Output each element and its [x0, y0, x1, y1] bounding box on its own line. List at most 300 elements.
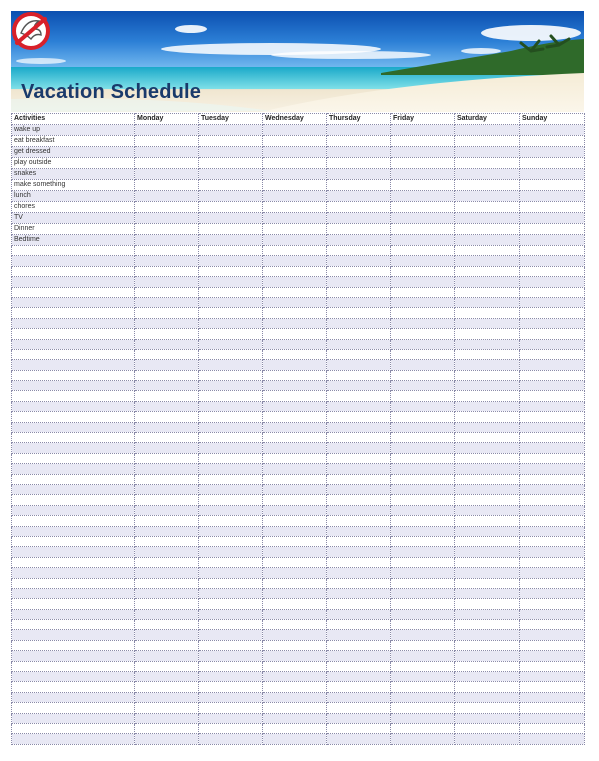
schedule-cell[interactable]: [455, 443, 520, 453]
schedule-cell[interactable]: [391, 505, 455, 515]
schedule-cell[interactable]: [520, 360, 585, 370]
schedule-cell[interactable]: [455, 474, 520, 484]
schedule-cell[interactable]: [135, 381, 199, 391]
schedule-cell[interactable]: [327, 287, 391, 297]
schedule-cell[interactable]: [135, 318, 199, 328]
schedule-cell[interactable]: [199, 349, 263, 359]
schedule-cell[interactable]: [520, 536, 585, 546]
schedule-cell[interactable]: [199, 339, 263, 349]
activity-cell[interactable]: [12, 588, 135, 598]
schedule-cell[interactable]: [520, 630, 585, 640]
activity-cell[interactable]: [12, 713, 135, 723]
activity-cell[interactable]: [12, 599, 135, 609]
schedule-cell[interactable]: [520, 266, 585, 276]
schedule-cell[interactable]: [199, 505, 263, 515]
schedule-cell[interactable]: [135, 433, 199, 443]
schedule-cell[interactable]: [391, 578, 455, 588]
schedule-cell[interactable]: [327, 391, 391, 401]
schedule-cell[interactable]: [199, 125, 263, 136]
schedule-cell[interactable]: [135, 125, 199, 136]
schedule-cell[interactable]: [455, 547, 520, 557]
activity-cell[interactable]: chores: [12, 202, 135, 213]
schedule-cell[interactable]: [199, 329, 263, 339]
schedule-cell[interactable]: [263, 672, 327, 682]
schedule-cell[interactable]: [263, 692, 327, 702]
schedule-cell[interactable]: [199, 277, 263, 287]
schedule-cell[interactable]: [263, 297, 327, 307]
schedule-cell[interactable]: [135, 723, 199, 733]
schedule-cell[interactable]: [135, 640, 199, 650]
schedule-cell[interactable]: [455, 191, 520, 202]
schedule-cell[interactable]: [391, 547, 455, 557]
schedule-cell[interactable]: [391, 147, 455, 158]
schedule-cell[interactable]: [135, 620, 199, 630]
schedule-cell[interactable]: [199, 723, 263, 733]
schedule-cell[interactable]: [135, 422, 199, 432]
schedule-cell[interactable]: [135, 588, 199, 598]
schedule-cell[interactable]: [520, 349, 585, 359]
schedule-cell[interactable]: [199, 703, 263, 713]
schedule-cell[interactable]: [391, 703, 455, 713]
schedule-cell[interactable]: [391, 370, 455, 380]
activity-cell[interactable]: [12, 723, 135, 733]
schedule-cell[interactable]: [263, 287, 327, 297]
schedule-cell[interactable]: [327, 158, 391, 169]
schedule-cell[interactable]: [135, 360, 199, 370]
schedule-cell[interactable]: [455, 516, 520, 526]
schedule-cell[interactable]: [455, 339, 520, 349]
schedule-cell[interactable]: [327, 412, 391, 422]
schedule-cell[interactable]: [391, 256, 455, 266]
schedule-cell[interactable]: [455, 370, 520, 380]
schedule-cell[interactable]: [520, 422, 585, 432]
schedule-cell[interactable]: [263, 443, 327, 453]
schedule-cell[interactable]: [135, 213, 199, 224]
schedule-cell[interactable]: [455, 536, 520, 546]
activity-cell[interactable]: Bedtime: [12, 235, 135, 246]
schedule-cell[interactable]: [520, 672, 585, 682]
schedule-cell[interactable]: [391, 339, 455, 349]
schedule-cell[interactable]: [520, 588, 585, 598]
schedule-cell[interactable]: [455, 158, 520, 169]
schedule-cell[interactable]: [199, 651, 263, 661]
schedule-cell[interactable]: [135, 329, 199, 339]
schedule-cell[interactable]: [327, 349, 391, 359]
schedule-cell[interactable]: [327, 136, 391, 147]
schedule-cell[interactable]: [135, 505, 199, 515]
schedule-cell[interactable]: [263, 484, 327, 494]
schedule-cell[interactable]: [327, 661, 391, 671]
schedule-cell[interactable]: [135, 136, 199, 147]
schedule-cell[interactable]: [199, 516, 263, 526]
schedule-cell[interactable]: [520, 526, 585, 536]
schedule-cell[interactable]: [199, 713, 263, 723]
schedule-cell[interactable]: [520, 723, 585, 733]
schedule-cell[interactable]: [263, 495, 327, 505]
schedule-cell[interactable]: [135, 661, 199, 671]
activity-cell[interactable]: Dinner: [12, 224, 135, 235]
schedule-cell[interactable]: [327, 682, 391, 692]
activity-cell[interactable]: [12, 391, 135, 401]
schedule-cell[interactable]: [327, 339, 391, 349]
schedule-cell[interactable]: [520, 147, 585, 158]
schedule-cell[interactable]: [455, 169, 520, 180]
schedule-cell[interactable]: [263, 277, 327, 287]
schedule-cell[interactable]: [391, 453, 455, 463]
schedule-cell[interactable]: [327, 169, 391, 180]
schedule-cell[interactable]: [391, 318, 455, 328]
schedule-cell[interactable]: [455, 349, 520, 359]
schedule-cell[interactable]: [199, 147, 263, 158]
schedule-cell[interactable]: [263, 147, 327, 158]
schedule-cell[interactable]: [391, 661, 455, 671]
schedule-cell[interactable]: [520, 640, 585, 650]
schedule-cell[interactable]: [455, 381, 520, 391]
activity-cell[interactable]: [12, 672, 135, 682]
schedule-cell[interactable]: [263, 599, 327, 609]
schedule-cell[interactable]: [327, 297, 391, 307]
schedule-cell[interactable]: [455, 360, 520, 370]
schedule-cell[interactable]: [263, 169, 327, 180]
schedule-cell[interactable]: [520, 568, 585, 578]
schedule-cell[interactable]: [135, 453, 199, 463]
schedule-cell[interactable]: [199, 235, 263, 246]
schedule-cell[interactable]: [327, 422, 391, 432]
schedule-cell[interactable]: [263, 180, 327, 191]
schedule-cell[interactable]: [263, 536, 327, 546]
schedule-cell[interactable]: [520, 224, 585, 235]
schedule-cell[interactable]: [263, 339, 327, 349]
activity-cell[interactable]: [12, 536, 135, 546]
schedule-cell[interactable]: [391, 672, 455, 682]
schedule-cell[interactable]: [135, 246, 199, 256]
schedule-cell[interactable]: [327, 599, 391, 609]
schedule-cell[interactable]: [391, 213, 455, 224]
schedule-cell[interactable]: [391, 568, 455, 578]
schedule-cell[interactable]: [520, 495, 585, 505]
schedule-cell[interactable]: [135, 339, 199, 349]
schedule-cell[interactable]: [263, 433, 327, 443]
schedule-cell[interactable]: [135, 651, 199, 661]
schedule-cell[interactable]: [263, 202, 327, 213]
schedule-cell[interactable]: [391, 360, 455, 370]
schedule-cell[interactable]: [199, 630, 263, 640]
schedule-cell[interactable]: [199, 588, 263, 598]
activity-cell[interactable]: [12, 412, 135, 422]
schedule-cell[interactable]: [327, 620, 391, 630]
schedule-cell[interactable]: [199, 202, 263, 213]
activity-cell[interactable]: [12, 318, 135, 328]
schedule-cell[interactable]: [199, 308, 263, 318]
schedule-cell[interactable]: [327, 329, 391, 339]
schedule-cell[interactable]: [327, 672, 391, 682]
schedule-cell[interactable]: [455, 734, 520, 744]
schedule-cell[interactable]: [135, 547, 199, 557]
activity-cell[interactable]: [12, 505, 135, 515]
schedule-cell[interactable]: [520, 158, 585, 169]
schedule-cell[interactable]: [520, 474, 585, 484]
schedule-cell[interactable]: [391, 557, 455, 567]
schedule-cell[interactable]: [199, 599, 263, 609]
schedule-cell[interactable]: [455, 308, 520, 318]
schedule-cell[interactable]: [455, 422, 520, 432]
schedule-cell[interactable]: [327, 308, 391, 318]
schedule-cell[interactable]: [135, 256, 199, 266]
schedule-cell[interactable]: [199, 526, 263, 536]
schedule-cell[interactable]: [391, 630, 455, 640]
schedule-cell[interactable]: [455, 136, 520, 147]
schedule-cell[interactable]: [135, 609, 199, 619]
schedule-cell[interactable]: [520, 453, 585, 463]
schedule-cell[interactable]: [520, 464, 585, 474]
schedule-cell[interactable]: [391, 308, 455, 318]
schedule-cell[interactable]: [199, 256, 263, 266]
schedule-cell[interactable]: [455, 433, 520, 443]
schedule-cell[interactable]: [135, 557, 199, 567]
schedule-cell[interactable]: [520, 235, 585, 246]
schedule-cell[interactable]: [135, 297, 199, 307]
schedule-cell[interactable]: [263, 224, 327, 235]
schedule-cell[interactable]: [455, 640, 520, 650]
schedule-cell[interactable]: [263, 370, 327, 380]
schedule-cell[interactable]: [520, 169, 585, 180]
schedule-cell[interactable]: [135, 474, 199, 484]
schedule-cell[interactable]: [199, 191, 263, 202]
schedule-cell[interactable]: [391, 692, 455, 702]
schedule-cell[interactable]: [520, 401, 585, 411]
schedule-cell[interactable]: [391, 464, 455, 474]
schedule-cell[interactable]: [391, 235, 455, 246]
schedule-cell[interactable]: [135, 266, 199, 276]
schedule-cell[interactable]: [455, 464, 520, 474]
schedule-cell[interactable]: [199, 136, 263, 147]
schedule-cell[interactable]: [391, 329, 455, 339]
schedule-cell[interactable]: [199, 433, 263, 443]
activity-cell[interactable]: [12, 433, 135, 443]
schedule-cell[interactable]: [327, 125, 391, 136]
schedule-cell[interactable]: [391, 246, 455, 256]
schedule-cell[interactable]: [327, 147, 391, 158]
schedule-cell[interactable]: [263, 526, 327, 536]
schedule-cell[interactable]: [455, 484, 520, 494]
activity-cell[interactable]: lunch: [12, 191, 135, 202]
activity-cell[interactable]: play outside: [12, 158, 135, 169]
activity-cell[interactable]: [12, 308, 135, 318]
schedule-cell[interactable]: [520, 599, 585, 609]
schedule-cell[interactable]: [263, 235, 327, 246]
schedule-cell[interactable]: [327, 495, 391, 505]
schedule-cell[interactable]: [135, 516, 199, 526]
schedule-cell[interactable]: [455, 125, 520, 136]
schedule-cell[interactable]: [263, 713, 327, 723]
activity-cell[interactable]: [12, 734, 135, 744]
activity-cell[interactable]: [12, 349, 135, 359]
schedule-cell[interactable]: [263, 246, 327, 256]
schedule-cell[interactable]: [520, 246, 585, 256]
activity-cell[interactable]: get dressed: [12, 147, 135, 158]
schedule-cell[interactable]: [199, 453, 263, 463]
schedule-cell[interactable]: [135, 224, 199, 235]
activity-cell[interactable]: wake up: [12, 125, 135, 136]
schedule-cell[interactable]: [455, 557, 520, 567]
schedule-cell[interactable]: [455, 235, 520, 246]
schedule-cell[interactable]: [135, 191, 199, 202]
schedule-cell[interactable]: [327, 464, 391, 474]
schedule-cell[interactable]: [455, 246, 520, 256]
schedule-cell[interactable]: [327, 547, 391, 557]
schedule-cell[interactable]: [391, 713, 455, 723]
schedule-cell[interactable]: [520, 329, 585, 339]
schedule-cell[interactable]: [520, 287, 585, 297]
schedule-cell[interactable]: [327, 191, 391, 202]
schedule-cell[interactable]: [327, 443, 391, 453]
schedule-cell[interactable]: [327, 381, 391, 391]
schedule-cell[interactable]: [199, 360, 263, 370]
schedule-cell[interactable]: [263, 422, 327, 432]
schedule-cell[interactable]: [327, 713, 391, 723]
schedule-cell[interactable]: [455, 401, 520, 411]
schedule-cell[interactable]: [391, 734, 455, 744]
schedule-cell[interactable]: [520, 557, 585, 567]
schedule-cell[interactable]: [520, 620, 585, 630]
schedule-cell[interactable]: [263, 682, 327, 692]
schedule-cell[interactable]: [520, 391, 585, 401]
activity-cell[interactable]: [12, 256, 135, 266]
schedule-cell[interactable]: [135, 180, 199, 191]
schedule-cell[interactable]: [199, 381, 263, 391]
schedule-cell[interactable]: [263, 661, 327, 671]
schedule-cell[interactable]: [199, 692, 263, 702]
schedule-cell[interactable]: [391, 287, 455, 297]
schedule-cell[interactable]: [263, 308, 327, 318]
schedule-cell[interactable]: [391, 588, 455, 598]
schedule-cell[interactable]: [263, 266, 327, 276]
schedule-cell[interactable]: [135, 578, 199, 588]
schedule-cell[interactable]: [520, 692, 585, 702]
schedule-cell[interactable]: [199, 169, 263, 180]
schedule-cell[interactable]: [263, 547, 327, 557]
schedule-cell[interactable]: [391, 412, 455, 422]
schedule-cell[interactable]: [327, 401, 391, 411]
schedule-cell[interactable]: [199, 609, 263, 619]
schedule-cell[interactable]: [391, 381, 455, 391]
schedule-cell[interactable]: [199, 682, 263, 692]
schedule-cell[interactable]: [135, 568, 199, 578]
schedule-cell[interactable]: [263, 401, 327, 411]
schedule-cell[interactable]: [391, 391, 455, 401]
schedule-cell[interactable]: [135, 536, 199, 546]
schedule-cell[interactable]: [327, 578, 391, 588]
schedule-cell[interactable]: [327, 703, 391, 713]
activity-cell[interactable]: [12, 266, 135, 276]
schedule-cell[interactable]: [455, 651, 520, 661]
schedule-cell[interactable]: [327, 256, 391, 266]
schedule-cell[interactable]: [520, 136, 585, 147]
schedule-cell[interactable]: [199, 443, 263, 453]
schedule-cell[interactable]: [520, 297, 585, 307]
schedule-cell[interactable]: [455, 568, 520, 578]
schedule-cell[interactable]: [520, 609, 585, 619]
schedule-cell[interactable]: [199, 370, 263, 380]
schedule-cell[interactable]: [135, 526, 199, 536]
schedule-cell[interactable]: [520, 381, 585, 391]
activity-cell[interactable]: [12, 578, 135, 588]
activity-cell[interactable]: make something: [12, 180, 135, 191]
schedule-cell[interactable]: [455, 147, 520, 158]
schedule-cell[interactable]: [199, 661, 263, 671]
schedule-cell[interactable]: [135, 484, 199, 494]
schedule-cell[interactable]: [135, 235, 199, 246]
schedule-cell[interactable]: [199, 536, 263, 546]
schedule-cell[interactable]: [391, 443, 455, 453]
schedule-cell[interactable]: [199, 474, 263, 484]
schedule-cell[interactable]: [327, 180, 391, 191]
schedule-cell[interactable]: [199, 224, 263, 235]
schedule-cell[interactable]: [327, 360, 391, 370]
schedule-cell[interactable]: [520, 703, 585, 713]
schedule-cell[interactable]: [327, 318, 391, 328]
schedule-cell[interactable]: [455, 391, 520, 401]
schedule-cell[interactable]: [199, 246, 263, 256]
schedule-cell[interactable]: [327, 630, 391, 640]
activity-cell[interactable]: [12, 495, 135, 505]
activity-cell[interactable]: [12, 422, 135, 432]
schedule-cell[interactable]: [391, 266, 455, 276]
schedule-cell[interactable]: [455, 599, 520, 609]
schedule-cell[interactable]: [391, 349, 455, 359]
schedule-cell[interactable]: [391, 422, 455, 432]
activity-cell[interactable]: [12, 547, 135, 557]
schedule-cell[interactable]: [520, 370, 585, 380]
schedule-cell[interactable]: [327, 505, 391, 515]
schedule-cell[interactable]: [391, 723, 455, 733]
activity-cell[interactable]: [12, 297, 135, 307]
schedule-cell[interactable]: [199, 495, 263, 505]
schedule-cell[interactable]: [455, 630, 520, 640]
schedule-cell[interactable]: [263, 505, 327, 515]
schedule-cell[interactable]: [455, 661, 520, 671]
schedule-cell[interactable]: [520, 191, 585, 202]
schedule-cell[interactable]: [520, 256, 585, 266]
schedule-cell[interactable]: [391, 516, 455, 526]
schedule-cell[interactable]: [327, 609, 391, 619]
schedule-cell[interactable]: [520, 443, 585, 453]
schedule-cell[interactable]: [391, 180, 455, 191]
schedule-cell[interactable]: [263, 136, 327, 147]
schedule-cell[interactable]: [391, 224, 455, 235]
schedule-cell[interactable]: [199, 734, 263, 744]
schedule-cell[interactable]: [391, 536, 455, 546]
schedule-cell[interactable]: [327, 453, 391, 463]
schedule-cell[interactable]: [455, 609, 520, 619]
schedule-cell[interactable]: [391, 620, 455, 630]
schedule-cell[interactable]: [135, 495, 199, 505]
schedule-cell[interactable]: [263, 213, 327, 224]
activity-cell[interactable]: [12, 609, 135, 619]
schedule-cell[interactable]: [263, 640, 327, 650]
schedule-cell[interactable]: [135, 349, 199, 359]
schedule-cell[interactable]: [199, 412, 263, 422]
schedule-cell[interactable]: [455, 329, 520, 339]
schedule-cell[interactable]: [327, 526, 391, 536]
schedule-cell[interactable]: [455, 620, 520, 630]
schedule-cell[interactable]: [199, 557, 263, 567]
schedule-cell[interactable]: [455, 703, 520, 713]
schedule-cell[interactable]: [327, 536, 391, 546]
schedule-cell[interactable]: [263, 609, 327, 619]
schedule-cell[interactable]: [391, 202, 455, 213]
schedule-cell[interactable]: [391, 433, 455, 443]
